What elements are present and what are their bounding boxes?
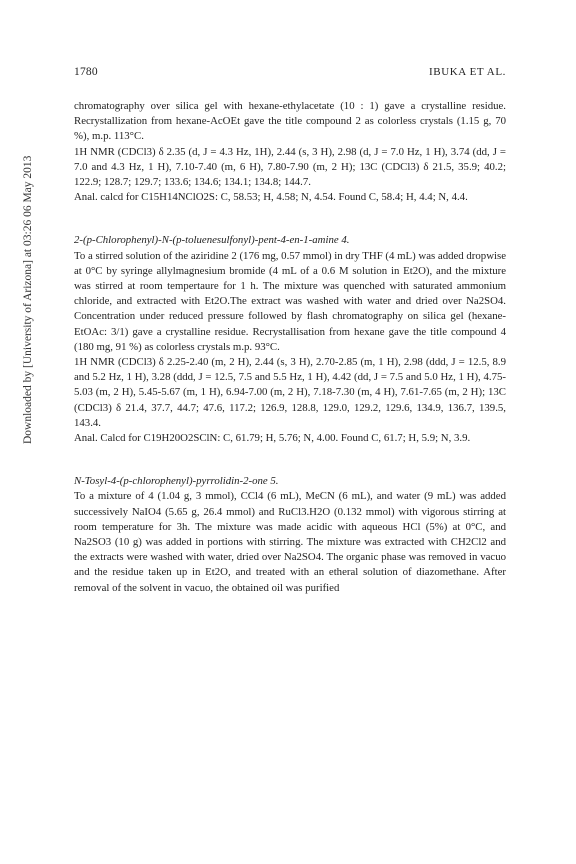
procedure-paragraph: chromatography over silica gel with hexane-ethylacetate (10 : 1) gave a crystalline residue. Recrystallization from hexane-AcOEt gave the title compound 2 as colorless crystals (1.15 g, 70 %), m.p. 113°C. (74, 100, 506, 143)
download-watermark: Downloaded by [University of Arizona] at 03:26 06 May 2013 (22, 155, 34, 444)
section-spacer (74, 446, 506, 474)
elemental-analysis: Anal. calcd for C15H14NClO2S: C, 58.53; H, 4.58; N, 4.54. Found C, 58.4; H, 4.4; N, 4.4. (74, 191, 468, 204)
procedure-paragraph: To a stirred solution of the aziridine 2 (176 mg, 0.57 mmol) in dry THF (4 mL) was added dropwise at 0°C by syringe allylmagnesium bromide (4 mL of a 0.6 M solution in Et2O), and the mixture was stirred at room tempertaure for 1 h. The mixture was quenched with saturated ammonium chloride, and extracted with Et2O.The extract was washed with water and dried over Na2SO4. Concentration under reduced pressure followed by flash chromatography on silica gel (hexane-EtOAc: 3/1) gave a crystalline residue. Recrystallisation from hexane gave the title compound 4 (180 mg, 91 %) as colorless crystals m.p. 93°C. (74, 249, 506, 353)
procedure-paragraph: To a mixture of 4 (1.04 g, 3 mmol), CCl4 (6 mL), MeCN (6 mL), and water (9 mL) was added successively NaIO4 (5.65 g, 26.4 mmol) and RuCl3.H2O (0.132 mmol) with vigorous stirring at room temperature for 3h. The mixture was made acidic with aqueous HCl (5%) at 0°C, and Na2SO3 (10 g) was added in portions with stirring. The mixture was extracted with CH2Cl2 and the extracts were washed with water, dried over Na2SO4. The organic phase was removed in vacuo and the residue taken up in Et2O, and treated with an etheral solution of diazomethane. After removal of the solvent in vacuo, the obtained oil was purified (74, 490, 506, 594)
running-head: IBUKA ET AL. (429, 66, 506, 78)
compound-heading: 2-(p-Chlorophenyl)-N-(p-toluenesulfonyl)-pent-4-en-1-amine 4. (74, 234, 350, 247)
article-body (74, 99, 506, 596)
nmr-data: 1H NMR (CDCl3) δ 2.35 (d, J = 4.3 Hz, 1H), 2.44 (s, 3 H), 2.98 (d, J = 7.0 Hz, 1 H), 3.74 (dd, J = 7.0 and 4.3 Hz, 1 H), 7.10-7.40 (m, 6 H), 7.80-7.90 (m, 2 H); 13C (CDCl3) δ 21.5, 35.9; 40.2; 122.9; 128.7; 129.7; 133.6; 134.6; 134.1; 134.8; 144.7. (74, 145, 506, 189)
section-spacer (74, 205, 506, 233)
compound-heading: N-Tosyl-4-(p-chlorophenyl)-pyrrolidin-2-one 5. (74, 475, 279, 488)
nmr-data: 1H NMR (CDCl3) δ 2.25-2.40 (m, 2 H), 2.44 (s, 3 H), 2.70-2.85 (m, 1 H), 2.98 (ddd, J = 12.5, 8.9 and 5.2 Hz, 1 H), 3.28 (ddd, J = 12.5, 7.5 and 5.5 Hz, 1 H), 4.42 (dd, J = 7.5 and 5.0 Hz, 1 H), 4.75-5.03 (m, 2 H), 5.45-5.67 (m, 1 H), 6.94-7.00 (m, 2 H), 7.18-7.30 (m, 4 H), 7.61-7.65 (m, 2 H); 13C (CDCl3) δ 21.4, 37.7, 44.7; 47.6, 117.2; 126.9, 128.8, 129.0, 129.2, 129.6, 134.9, 136.7, 139.5, 143.4. (74, 356, 506, 429)
page-number: 1780 (74, 66, 98, 78)
elemental-analysis: Anal. Calcd for C19H20O2SClN: C, 61.79; H, 5.76; N, 4.00. Found C, 61.7; H, 5.9; N, 3.9. (74, 432, 471, 445)
